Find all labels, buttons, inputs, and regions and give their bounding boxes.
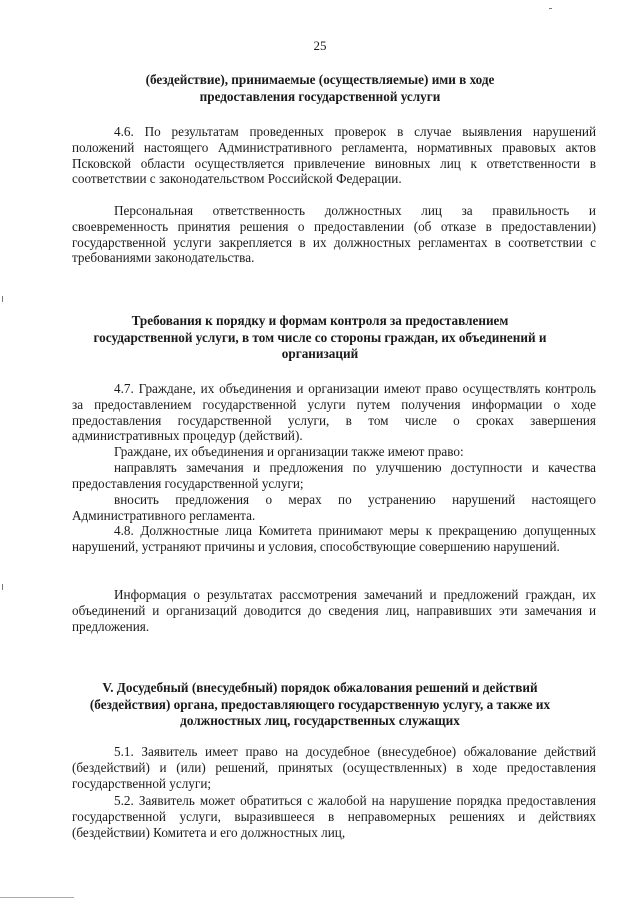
paragraph-4-6: 4.6. По результатам проведенных проверок в случае выявления нарушений положений настоящего Административного регламента, нормативных правовых актов Псковской области осуществляется привлечение виновных лиц к ответственности в соответствии с законодательством Российской Федерации. [72, 124, 596, 187]
paragraph-responsibility: Персональная ответственность должностных лиц за правильность и своевременность принятия решения о предоставлении (об отказе в предоставлении) государственной услуги закрепляется в их должностных регламентах в соответствии с требованиями законодательства. [72, 203, 596, 266]
paragraph-5-2: 5.2. Заявитель может обратиться с жалобой на нарушение порядка предоставления государственной услуги, выразившееся в неправомерных решениях и действиях (бездействии) Комитета и его должностных лиц, [72, 793, 596, 840]
scan-mark-left-2 [2, 584, 3, 590]
paragraph-information: Информация о результатах рассмотрения замечаний и предложений граждан, их объединений и организаций доводится до сведения лиц, направивших эти замечания и предложения. [72, 587, 596, 634]
page-number: 25 [313, 38, 327, 53]
paragraph-send-remarks: направлять замечания и предложения по улучшению доступности и качества предоставления государственной услуги; [72, 460, 596, 491]
scan-mark-top-right [549, 8, 552, 9]
paragraph-4-8: 4.8. Должностные лица Комитета принимают меры к прекращению допущенных нарушений, устраняют причины и условия, способствующие совершению нарушений. [72, 523, 596, 554]
paragraph-also-right: Граждане, их объединения и организации также имеют право: [114, 444, 464, 459]
scan-mark-left-1 [2, 296, 3, 302]
paragraph-submit-proposals: вносить предложения о мерах по устранению нарушений настоящего Административного регламента. [72, 492, 596, 523]
scan-mark-bottom-left [0, 897, 74, 898]
paragraph-5-1: 5.1. Заявитель имеет право на досудебное (внесудебное) обжалование действий (бездействий) и (или) решений, принятых (осуществленных) в ходе предоставления государственной услуги; [72, 744, 596, 791]
heading-requirements: Требования к порядку и формам контроля за предоставлением государственной услуги, в том числе со стороны граждан, их объединений и организаций [93, 313, 547, 361]
heading-top: (бездействие), принимаемые (осуществляемые) ими в ходе предоставления государственной услуги [145, 72, 495, 104]
paragraph-4-7: 4.7. Граждане, их объединения и организации имеют право осуществлять контроль за предоставлением государственной услуги путем получения информации о ходе предоставления государственной услуги, в том числе о сроках завершения административных процедур (действий). [72, 381, 596, 444]
heading-section-v: V. Досудебный (внесудебный) порядок обжалования решений и действий (бездействия) органа, предоставляющего государственную услугу, а также их должностных лиц, государственных служащих [89, 680, 551, 728]
